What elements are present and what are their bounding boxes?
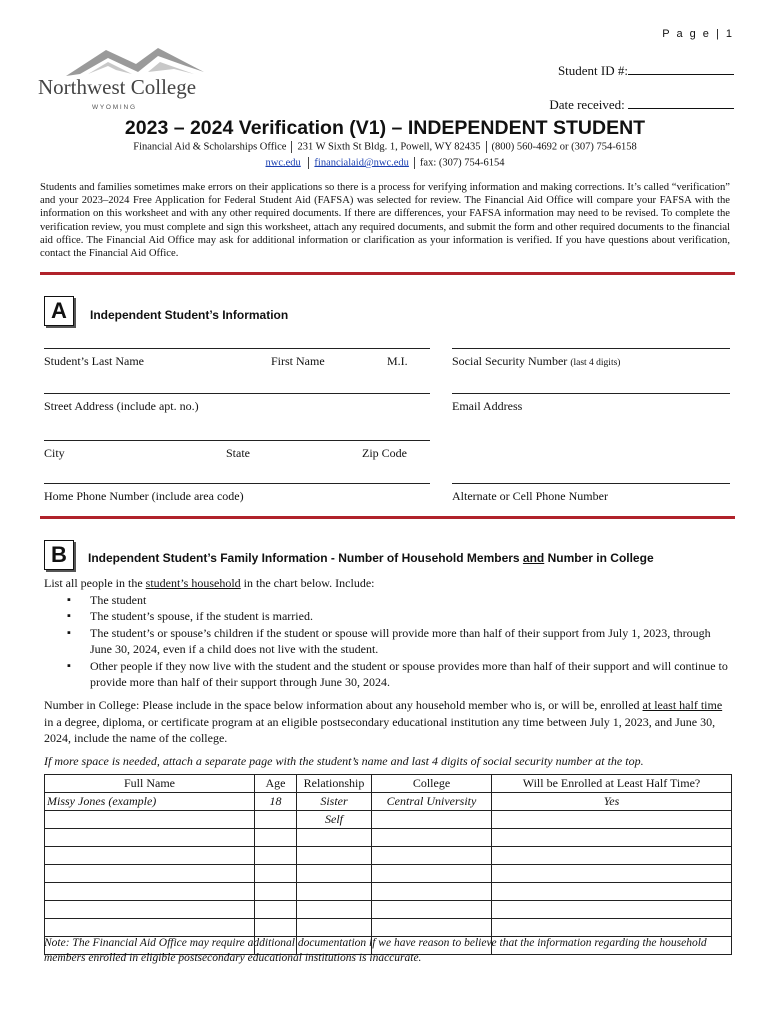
table-row-example [45,793,732,811]
office-address: 231 W Sixth St Bldg. 1, Powell, WY 82435 [297,141,481,153]
col-full-name: Full Name [45,775,255,793]
city-state-zip-line[interactable] [44,440,430,441]
date-received-label: Date received: [549,97,625,112]
footer-note: Note: The Financial Aid Office may require additional documentation if we have reason to believe that the information regarding the household members enrolled in eligible postsecondary educational institutions is inaccurate. [44,937,707,964]
bullet-item: ▪ Other people if they now live with the student and the student or spouse provides more than half of their support and will continue to provide more than half of their support through June 30, 2024. [44,658,734,691]
separator [291,141,292,153]
col-age: Age [255,775,297,793]
table-row[interactable] [45,901,732,919]
email-label: Email Address [452,399,523,413]
zip-label: Zip Code [362,446,407,460]
college-instructions: Number in College: Please include in the space below information about any household member who is, or will be, enrolled at least half time in a degree, diploma, or certificate program at an eligible postsecondary educational institution any time between July 1, 2023, and June 30, 2024, include the name of the college. [44,698,723,745]
household-instructions [44,575,734,691]
logo-wordmark: Northwest College [38,75,197,99]
example-enrolled: Yes [492,793,732,811]
cell[interactable] [297,865,372,883]
table-row[interactable] [45,865,732,883]
cell-college[interactable] [372,811,492,829]
list-intro: List all people in the student’s household in the chart below. Include: [44,576,375,590]
mi-label: M.I. [387,354,408,368]
cell[interactable] [297,901,372,919]
cell[interactable] [372,883,492,901]
example-age: 18 [255,793,297,811]
cell[interactable] [255,865,297,883]
col-college: College [372,775,492,793]
contact-line-1 [0,141,770,153]
cell[interactable] [372,847,492,865]
col-relationship: Relationship [297,775,372,793]
cell[interactable] [45,829,255,847]
first-name-label: First Name [271,354,325,368]
cell[interactable] [372,865,492,883]
fax-number: fax: (307) 754-6154 [419,157,505,169]
cell[interactable] [297,919,372,937]
student-id-label: Student ID #: [557,63,628,78]
state-label: State [226,446,250,460]
section-divider [40,272,735,275]
mountain-logo-icon [36,42,248,112]
table-row-self[interactable] [45,811,732,829]
separator [486,141,487,153]
cell[interactable] [297,829,372,847]
cell[interactable] [297,847,372,865]
section-b-title-post: Number in College [544,551,654,565]
street-line[interactable] [44,393,430,394]
bullet-item: ▪ The student [44,592,734,609]
northwest-college-logo [36,42,248,112]
contact-line-2 [0,157,770,169]
ssn-note: (last 4 digits) [570,358,621,368]
table-row[interactable] [45,829,732,847]
email-line[interactable] [452,393,730,394]
student-id-blank[interactable] [628,62,734,75]
cell[interactable] [255,919,297,937]
cell[interactable] [45,847,255,865]
page-number: P a g e | 1 [662,28,734,40]
form-title: 2023 – 2024 Verification (V1) – INDEPENDENT STUDENT [124,117,646,139]
example-college: Central University [372,793,492,811]
section-b-badge: B [44,540,74,570]
table-header-row [45,775,732,793]
street-label: Street Address (include apt. no.) [44,399,199,413]
cell[interactable] [372,901,492,919]
cell[interactable] [255,829,297,847]
student-id-field[interactable] [558,62,734,79]
household-bullets [44,592,734,691]
cell[interactable] [45,865,255,883]
cell[interactable] [255,883,297,901]
cell[interactable] [297,883,372,901]
cell[interactable] [492,919,732,937]
section-a-badge: A [44,296,74,326]
cell[interactable] [255,847,297,865]
date-received-field[interactable] [549,96,734,113]
cell[interactable] [492,901,732,919]
bullet-item: ▪ The student’s or spouse’s children if the student or spouse will provide more than half of their support from July 1, 2023, through June 30, 2024, even if a child does not live with the student. [44,625,734,658]
section-b-title-pre: Independent Student’s Family Information - Number of Household Members [88,551,523,565]
cell[interactable] [492,829,732,847]
household-table [44,774,732,955]
alt-phone-label: Alternate or Cell Phone Number [452,489,608,503]
separator [414,157,415,169]
bullet-item: ▪ The student’s spouse, if the student is married. [44,608,734,625]
ssn-label [452,354,620,369]
cell[interactable] [255,901,297,919]
cell[interactable] [492,847,732,865]
last-name-label: Student’s Last Name [44,354,144,368]
email-link[interactable]: financialaid@nwc.edu [314,157,409,169]
example-name: Missy Jones (example) [45,793,255,811]
cell[interactable] [45,901,255,919]
alt-phone-line[interactable] [452,483,730,484]
cell-enrolled[interactable] [492,811,732,829]
home-phone-line[interactable] [44,483,430,484]
cell[interactable] [372,919,492,937]
ssn-line[interactable] [452,348,730,349]
section-divider [40,516,735,519]
city-label: City [44,446,65,460]
section-b-title [88,551,654,565]
table-row[interactable] [45,883,732,901]
example-relationship: Sister [297,793,372,811]
date-received-blank[interactable] [628,96,734,109]
self-relationship: Self [297,811,372,829]
more-space-note: If more space is needed, attach a separate page with the student’s name and last 4 digits of social security number at the top. [44,754,644,768]
table-row[interactable] [45,847,732,865]
separator [308,157,309,169]
section-a-title: Independent Student’s Information [90,308,289,322]
intro-paragraph: Students and families sometimes make errors on their applications so there is a process for verifying information and making corrections. It’s called “verification” and your 2023–2024 Free Application for Federal Student Aid (FAFSA) was selected for review. The Financial Aid Office will compare your FAFSA with the information on this worksheet and with any other required documents. If there are differences, your FAFSA information may need to be revised. To complete the verification review, you must complete and sign this worksheet, attach any required documents, and submit the form and other required documents to the financial aid office. The Financial Aid Office may ask for additional information or clarification as your information is verified. If you have questions about verification, contact the Financial Aid Office. [40,182,730,260]
name-line[interactable] [44,348,430,349]
home-phone-label: Home Phone Number (include area code) [44,489,244,503]
website-link[interactable]: nwc.edu [265,157,301,169]
office-name: Financial Aid & Scholarships Office [133,141,287,153]
cell[interactable] [45,883,255,901]
office-phone: (800) 560-4692 or (307) 754-6158 [491,141,637,153]
ssn-label-text: Social Security Number [452,354,568,368]
section-b-title-and: and [522,551,545,565]
logo-subtitle: W Y O M I N G [92,104,136,111]
table-row[interactable] [45,919,732,937]
col-enrolled: Will be Enrolled at Least Half Time? [492,775,732,793]
cell[interactable] [372,829,492,847]
cell[interactable] [492,865,732,883]
cell-name[interactable] [45,811,255,829]
cell[interactable] [492,883,732,901]
cell[interactable] [45,919,255,937]
cell-age[interactable] [255,811,297,829]
